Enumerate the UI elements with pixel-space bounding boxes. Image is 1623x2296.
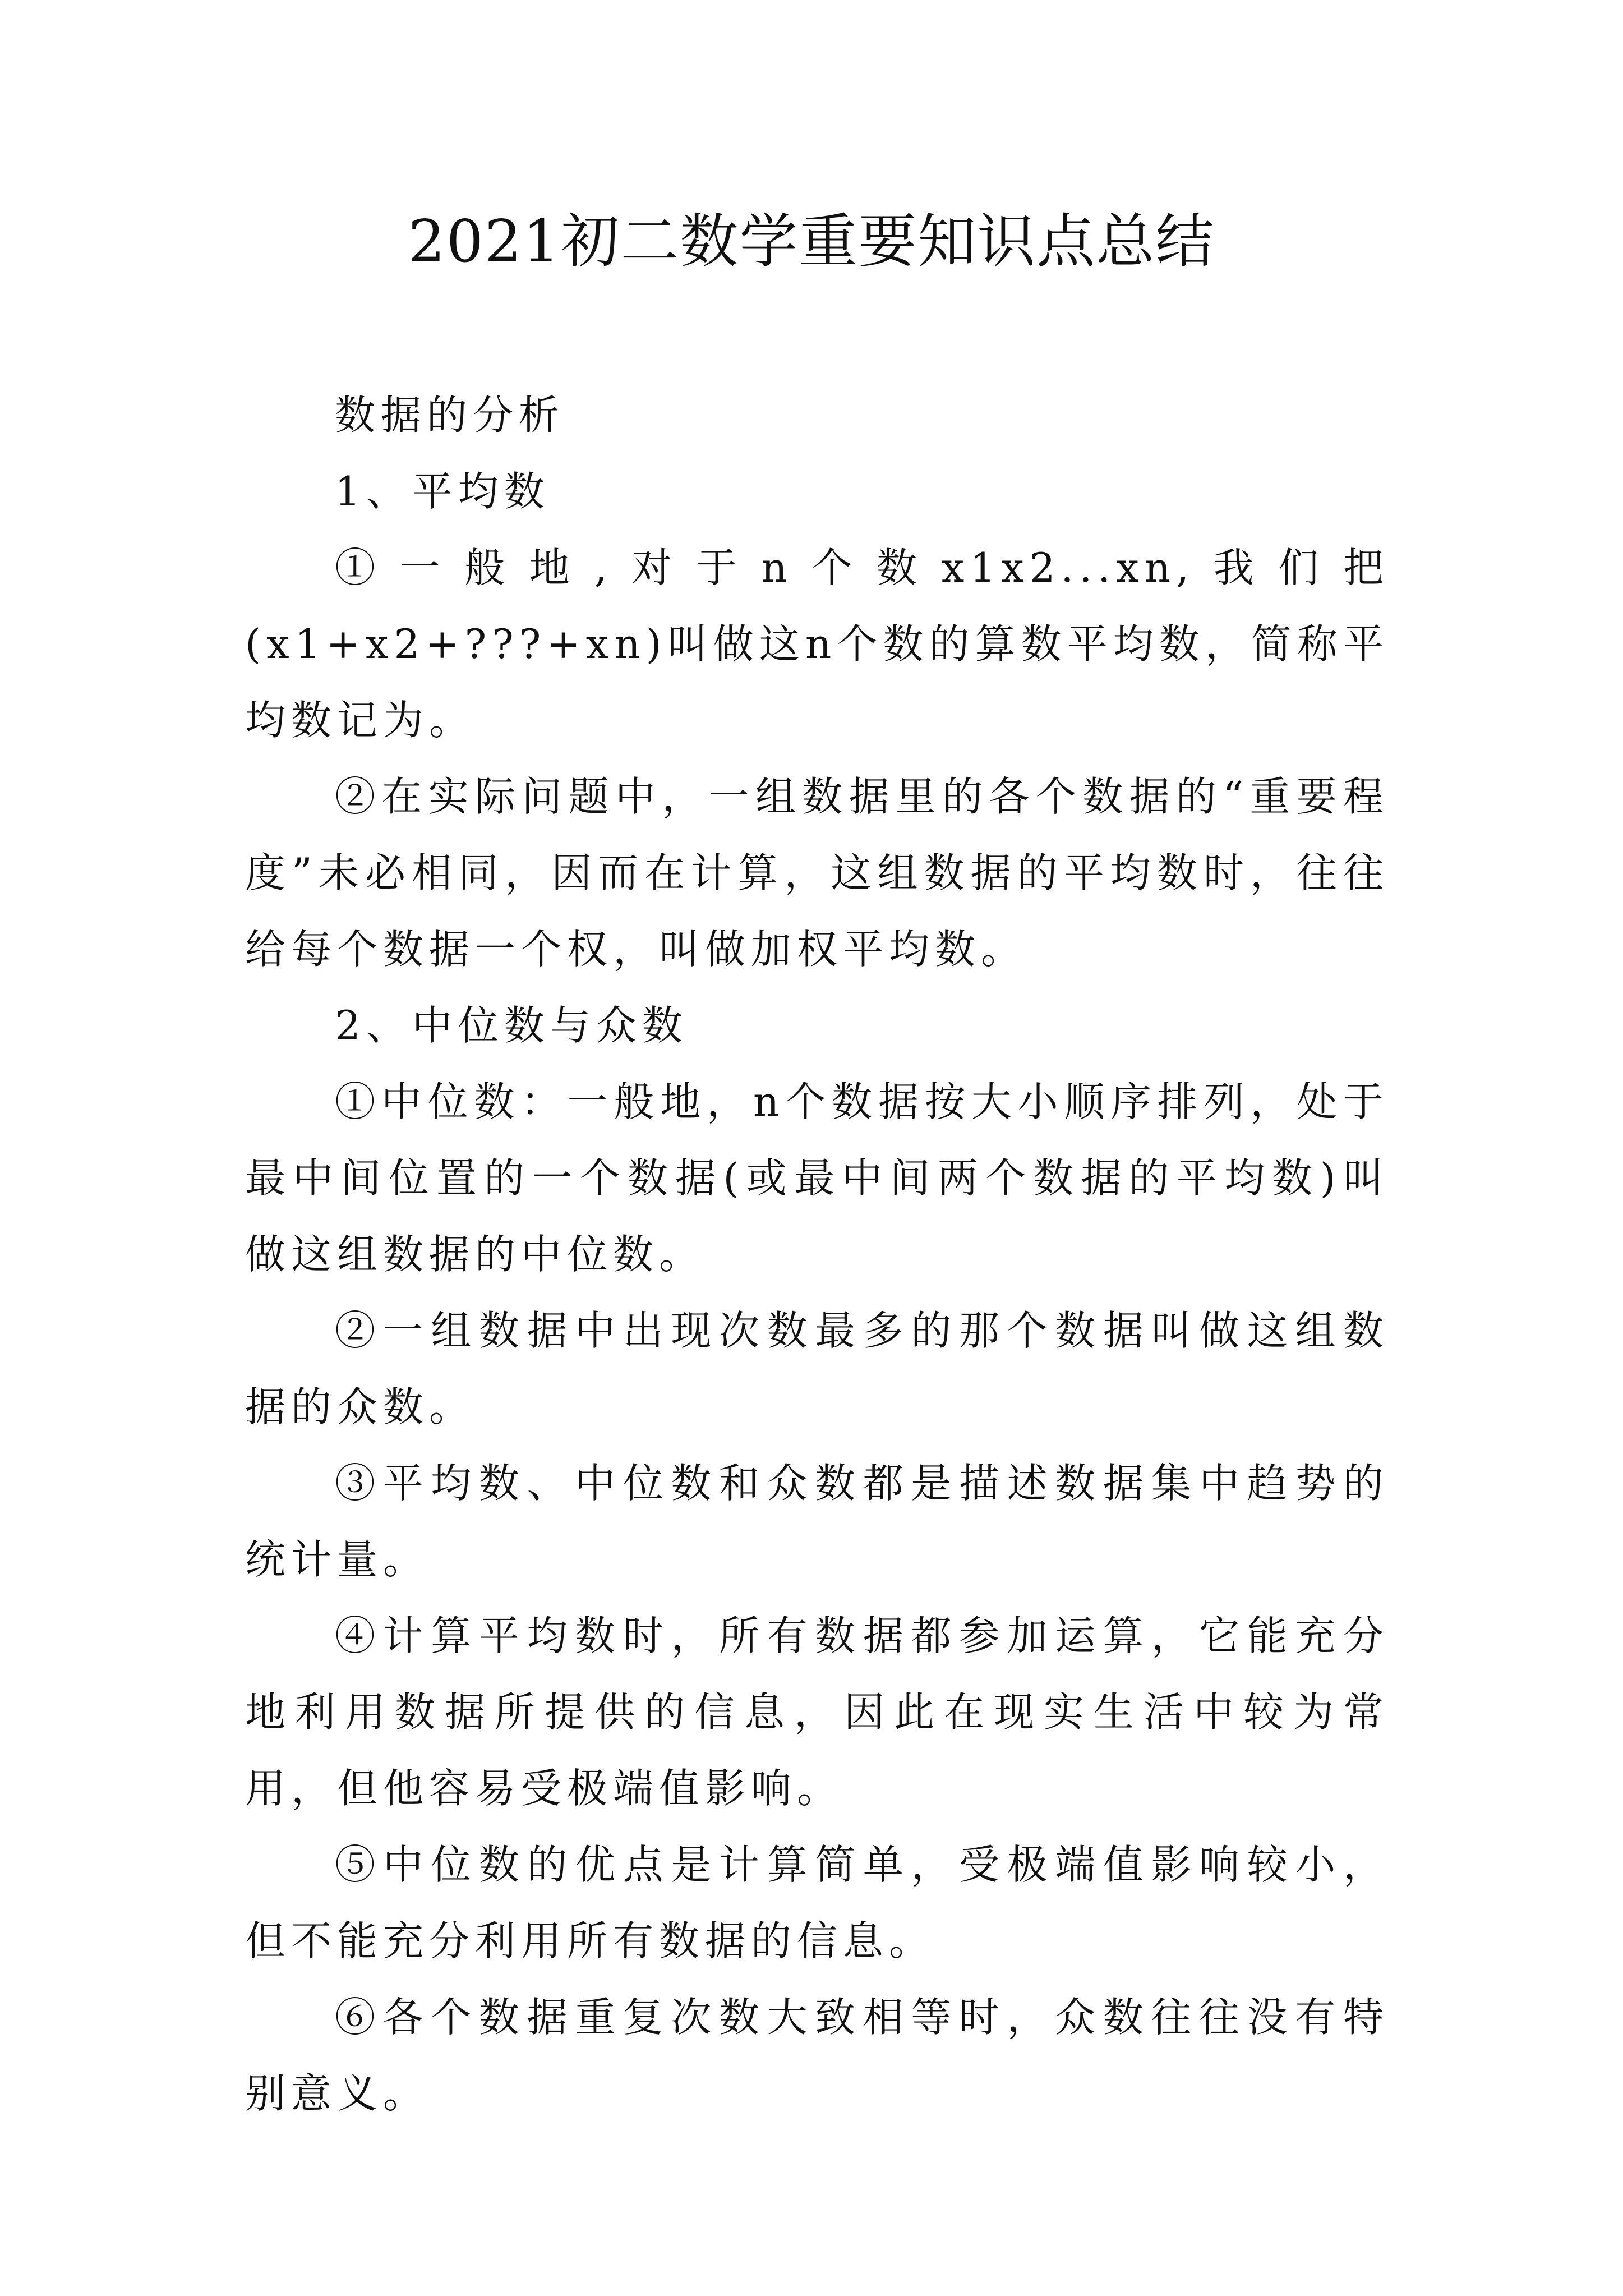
paragraph-weighted-mean: ②在实际问题中，一组数据里的各个数据的“重要程度”未必相同，因而在计算，这组数据的平均数时，往往给每个数据一个权，叫做加权平均数。	[245, 773, 1389, 973]
paragraph-median-definition: ①中位数：一般地，n个数据按大小顺序排列，处于最中间位置的一个数据(或最中间两个数据的平均数)叫做这组数据的中位数。	[245, 1078, 1389, 1278]
subheading-median-mode: 2、中位数与众数	[335, 1002, 688, 1049]
paragraph-central-tendency: ③平均数、中位数和众数都是描述数据集中趋势的统计量。	[245, 1460, 1389, 1583]
paragraph-mean-definition: ①一般地,对于n个数x1x2...xn,我们把(x1+x2+???+xn)叫做这n个数的算数平均数，简称平均数记为。	[245, 544, 1389, 744]
paragraph-mode-definition: ②一组数据中出现次数最多的那个数据叫做这组数据的众数。	[245, 1307, 1389, 1430]
subheading-mean: 1、平均数	[335, 468, 550, 515]
section-heading-data-analysis: 数据的分析	[335, 392, 565, 439]
document-title: 2021初二数学重要知识点总结	[408, 207, 1215, 275]
paragraph-median-properties: ⑤中位数的优点是计算简单，受极端值影响较小，但不能充分利用所有数据的信息。	[245, 1841, 1389, 1964]
paragraph-mean-properties: ④计算平均数时，所有数据都参加运算，它能充分地利用数据所提供的信息，因此在现实生活中较为常用，但他容易受极端值影响。	[245, 1612, 1389, 1812]
document-body	[245, 377, 1389, 2132]
paragraph-mode-properties: ⑥各个数据重复次数大致相等时，众数往往没有特别意义。	[245, 1994, 1389, 2117]
